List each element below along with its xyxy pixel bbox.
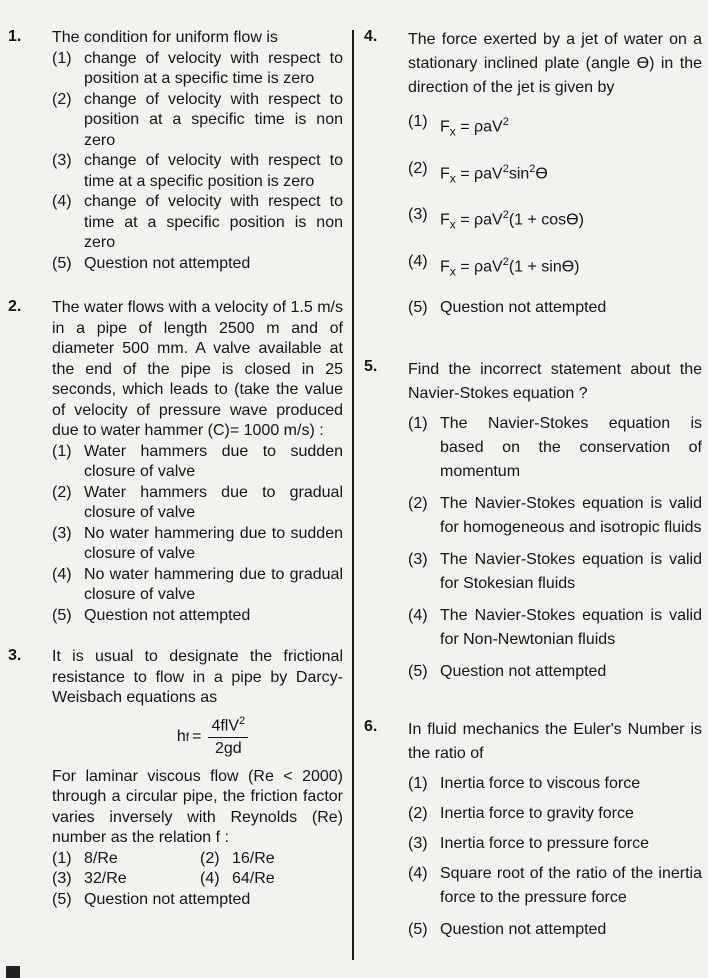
option-3[interactable]: (3) 32/Re <box>52 870 127 887</box>
question-stem-continued: For laminar viscous flow (Re < 2000) through a circular pipe, the friction factor varies inversely with Reynolds (Re) number as the relation f : <box>52 767 343 846</box>
question-stem: The water flows with a velocity of 1.5 m/s in a pipe of length 2500 m and of diameter 500 mm. A valve available at the end of the pipe is closed in 25 seconds, which leads to (take the value of velocity of pressure wave produced due to water hammer (C)= 1000 m/s) : <box>52 299 343 439</box>
option-1[interactable]: (1) Water hammers due to sudden closure of valve <box>52 442 343 480</box>
option-1[interactable]: (1) $F_x = \rho aV^2$ <box>408 113 509 139</box>
option-2[interactable]: (2) Inertia force to gravity force <box>408 805 634 823</box>
question-number: 3. <box>8 647 22 664</box>
question-4 <box>364 28 702 320</box>
darcy-weisbach-formula: h f = $\frac{4flV^2}{2gd}$ <box>82 715 343 759</box>
question-2 <box>8 298 343 626</box>
option-3[interactable]: (3) change of velocity with respect to time at a specific position is zero <box>52 152 343 190</box>
question-6 <box>364 718 702 942</box>
question-stem: The force exerted by a jet of water on a stationary inclined plate (angle ϴ) in the direction of the jet is given by <box>408 31 702 96</box>
option-2[interactable]: (2) change of velocity with respect to position at a specific time is non zero <box>52 90 343 149</box>
option-4[interactable]: (4) Square root of the ratio of the inertia force to the pressure force <box>408 865 702 907</box>
option-5[interactable]: (5) Question not attempted <box>408 921 607 939</box>
question-stem: Find the incorrect statement about the Navier-Stokes equation ? <box>408 361 702 403</box>
question-number: 4. <box>364 28 378 45</box>
question-number: 6. <box>364 718 378 736</box>
corner-mark <box>6 966 20 978</box>
option-2[interactable]: (2) The Navier-Stokes equation is valid for homogeneous and isotropic fluids <box>408 495 702 537</box>
option-1[interactable]: (1) 8/Re <box>52 849 118 867</box>
column-divider <box>352 30 354 960</box>
option-2[interactable]: (2) Water hammers due to gradual closure of valve <box>52 483 343 521</box>
question-number: 1. <box>8 28 22 45</box>
option-5[interactable]: (5) Question not attempted <box>408 299 607 317</box>
option-1[interactable]: (1) Inertia force to viscous force <box>408 775 641 793</box>
question-5 <box>364 358 702 684</box>
options-grid <box>52 849 343 890</box>
question-number: 5. <box>364 358 378 376</box>
option-5[interactable]: (5) Question not attempted <box>52 254 251 272</box>
question-3 <box>8 647 343 910</box>
option-4[interactable]: (4) change of velocity with respect to time at a specific position is non zero <box>52 193 343 251</box>
option-3[interactable]: (3) Inertia force to pressure force <box>408 835 649 853</box>
question-1 <box>8 28 343 274</box>
question-stem: In fluid mechanics the Euler's Number is the ratio of <box>408 721 702 763</box>
question-stem: It is usual to designate the frictional resistance to flow in a pipe by Darcy-Weisbach equations as <box>52 648 343 706</box>
formula-fraction: $\frac{4flV^2}{2gd}$ <box>208 715 248 758</box>
option-2[interactable]: (2) 16/Re <box>200 849 275 867</box>
option-5[interactable]: (5) Question not attempted <box>408 663 607 681</box>
option-5[interactable]: (5) Question not attempted <box>52 890 251 908</box>
option-3[interactable]: (3) No water hammering due to sudden closure of valve <box>52 524 343 562</box>
question-stem: The condition for uniform flow is <box>52 29 278 46</box>
option-4[interactable]: (4) The Navier-Stokes equation is valid for Non-Newtonian fluids <box>408 607 702 649</box>
option-3[interactable]: (3) $F_x = \rho aV^2(1 + \cos ϴ)$ <box>408 206 584 232</box>
option-4[interactable]: (4) No water hammering due to gradual closure of valve <box>52 565 343 603</box>
option-1[interactable]: (1) The Navier-Stokes equation is based on the conservation of momentum <box>408 415 702 481</box>
option-4[interactable]: (4) $F_x = \rho aV^2(1 + \sin ϴ)$ <box>408 252 580 279</box>
option-4[interactable]: (4) 64/Re <box>200 870 275 887</box>
right-column <box>364 28 702 942</box>
option-1[interactable]: (1) change of velocity with respect to position at a specific time is zero <box>52 49 343 87</box>
option-5[interactable]: (5) Question not attempted <box>52 606 251 624</box>
question-number: 2. <box>8 298 22 315</box>
left-column <box>8 28 343 910</box>
option-2[interactable]: (2) $F_x = \rho aV^2\sin^2ϴ$ <box>408 159 548 186</box>
option-3[interactable]: (3) The Navier-Stokes equation is valid for Stokesian fluids <box>408 551 702 593</box>
